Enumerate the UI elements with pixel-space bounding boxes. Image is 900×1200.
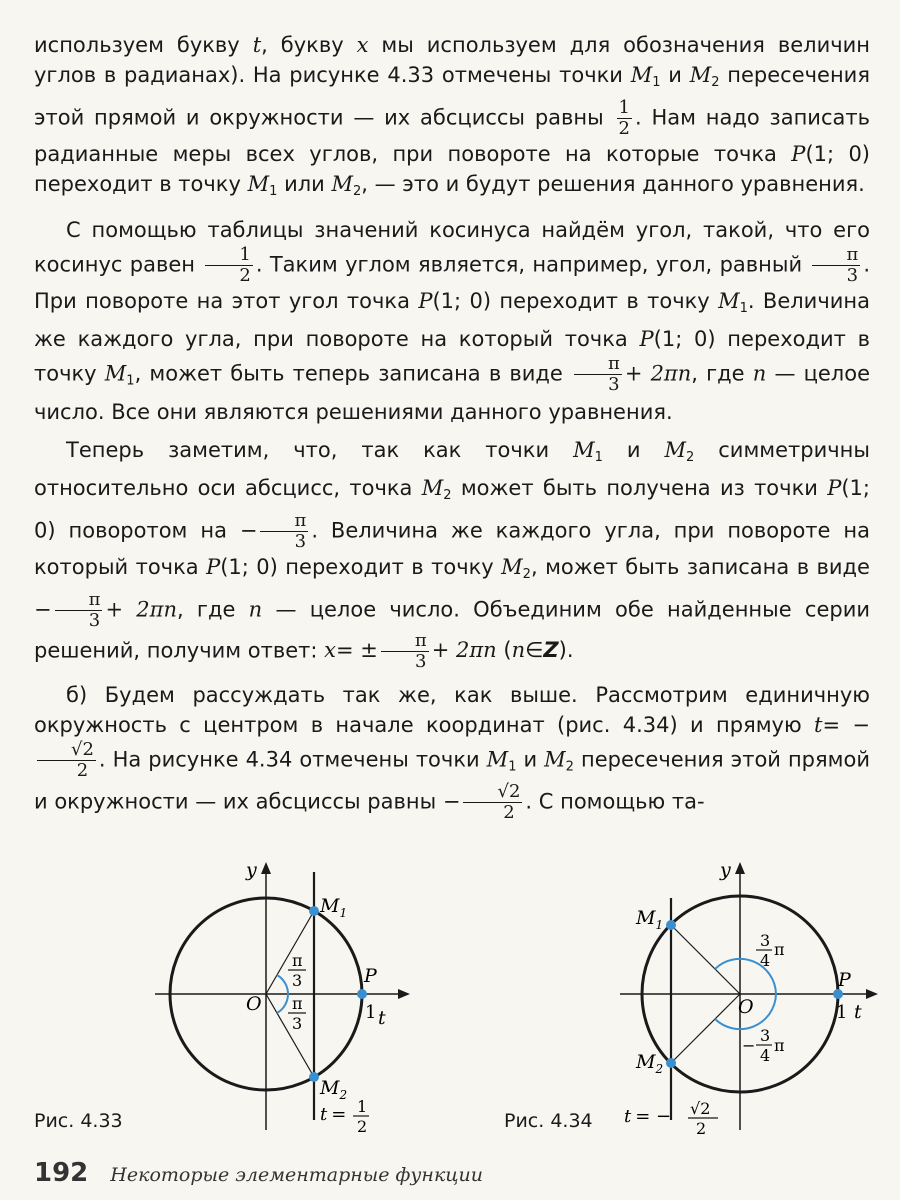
caption-4-33: Рис. 4.33 <box>34 1110 123 1132</box>
page-footer <box>34 1158 870 1192</box>
point-M1 <box>666 920 676 930</box>
figure-4-33 <box>150 858 420 1136</box>
label-M2: $M_2$ <box>636 1051 664 1076</box>
point-M2 <box>309 1072 319 1082</box>
label-half-num: 1 <box>357 1097 368 1116</box>
fraction-sqrt2-over-2: $\frac{√2}{2}$ <box>463 782 522 823</box>
label-P: P <box>364 965 377 987</box>
running-head: Некоторые элементарные функции <box>110 1164 484 1186</box>
point-M2 <box>666 1058 676 1068</box>
label-O: O <box>246 993 262 1015</box>
caption-4-34: Рис. 4.34 <box>504 1110 593 1132</box>
fraction-one-half: $\frac{1}{2}$ <box>205 245 252 286</box>
label-top-four: 4 <box>760 951 771 970</box>
y-axis-arrow <box>735 862 745 874</box>
fraction-pi-over-3: $\frac{\pi}{3}$ <box>574 354 622 395</box>
label-M1: $M_1$ <box>636 907 664 932</box>
label-t: t <box>378 1007 386 1029</box>
figure-4-34 <box>616 858 880 1136</box>
label-bottom-minus: − <box>742 1036 756 1055</box>
label-bottom-three: 3 <box>760 1026 771 1045</box>
label-bottom-four: 4 <box>760 1046 771 1065</box>
label-two: 2 <box>696 1119 707 1136</box>
label-line-eq: t = − <box>624 1106 672 1127</box>
label-three-top: 3 <box>292 971 303 990</box>
fraction-sqrt2-over-2: $\frac{√2}{2}$ <box>37 740 96 781</box>
label-top-three: 3 <box>760 931 771 950</box>
label-pi-bottom: π <box>292 994 303 1013</box>
label-line-eq: t = <box>320 1104 347 1125</box>
page-number: 192 <box>34 1158 89 1188</box>
fraction-pi-over-3: $\frac{\pi}{3}$ <box>812 245 860 286</box>
label-one: 1 <box>836 1002 848 1023</box>
paragraph-4: Теперь заметим, что, так как точки $M_1$ и $M_2$ симметричны относительно оси абсцисс, точка $M_2$ может быть получена из точки P(1; 0) поворотом на − $\frac{\pi}{3}$ . Величина же каждого угла, при повороте на который точка P(1; 0) переходит в точку $M_2$, может быть записана в виде − $\frac{\pi}{3}$ + 2πn, где n — целое число. Объединим обе найденные серии решений, получим ответ: x= ± $\frac{\pi}{3}$ + 2πn (n∈Z). <box>34 437 871 672</box>
x-axis-arrow <box>398 989 410 999</box>
label-O: O <box>738 996 754 1018</box>
label-P: P <box>838 969 851 991</box>
fraction-pi-over-3: $\frac{\pi}{3}$ <box>260 511 308 552</box>
paragraph-1: используем букву t, букву x мы используем для обозначения величин углов в радианах). На рисунке 4.33 отмечены точки $M_1$ и $M_2$ пересечения этой прямой и окружности — их абсциссы равны $\frac{1}{2}$ . Нам надо записать радианные меры всех углов, при повороте на которые точка P(1; 0) переходит в точку $M_1$ или $M_2$, — это и будут решения данного уравнения. <box>34 33 871 199</box>
label-M1: $M_1$ <box>320 895 348 920</box>
paragraph-5: б) Будем рассуждать так же, как выше. Рассмотрим единичную окружность с центром в начале координат (рис. 4.34) и прямую t= − $\frac{√2}{2}$ . На рисунке 4.34 отмечены точки $M_1$ и $M_2$ пересечения этой прямой и окружности — их абсциссы равны − $\frac{√2}{2}$ . С помощью та- <box>34 682 870 823</box>
y-axis-arrow <box>261 862 271 874</box>
body-text <box>34 30 870 831</box>
label-sqrt2: √2 <box>690 1099 711 1118</box>
fraction-one-half: $\frac{1}{2}$ <box>618 97 630 139</box>
fraction-pi-over-3: $\frac{\pi}{3}$ <box>55 590 103 631</box>
label-y: y <box>720 859 731 881</box>
point-P <box>357 989 367 999</box>
label-M2: $M_2$ <box>320 1077 348 1102</box>
label-one: 1 <box>365 1002 377 1023</box>
point-M1 <box>309 906 319 916</box>
label-top-pi: π <box>774 940 785 959</box>
label-t: t <box>854 1001 862 1023</box>
label-y: y <box>246 859 257 881</box>
x-axis-arrow <box>866 989 878 999</box>
paragraph-3: С помощью таблицы значений косинуса найдём угол, такой, что его косинус равен $\frac{1}{2}$ . Таким углом является, например, угол, равный $\frac{\pi}{3}$ . При повороте на этот угол точка P(1; 0) переходит в точку $M_1$. Величина же каждого угла, при повороте на который точка P(1; 0) переходит в точку $M_1$, может быть теперь записана в виде $\frac{\pi}{3}$ + 2πn, где n — целое число. Все они являются решениями данного уравнения. <box>34 218 870 424</box>
label-pi-top: π <box>292 951 303 970</box>
label-half-den: 2 <box>357 1117 368 1136</box>
label-bottom-pi: π <box>774 1036 785 1055</box>
label-three-bottom: 3 <box>292 1014 303 1033</box>
answer-formula: x= ± $\frac{\pi}{3}$ + 2πn (n∈Z). <box>324 629 574 672</box>
